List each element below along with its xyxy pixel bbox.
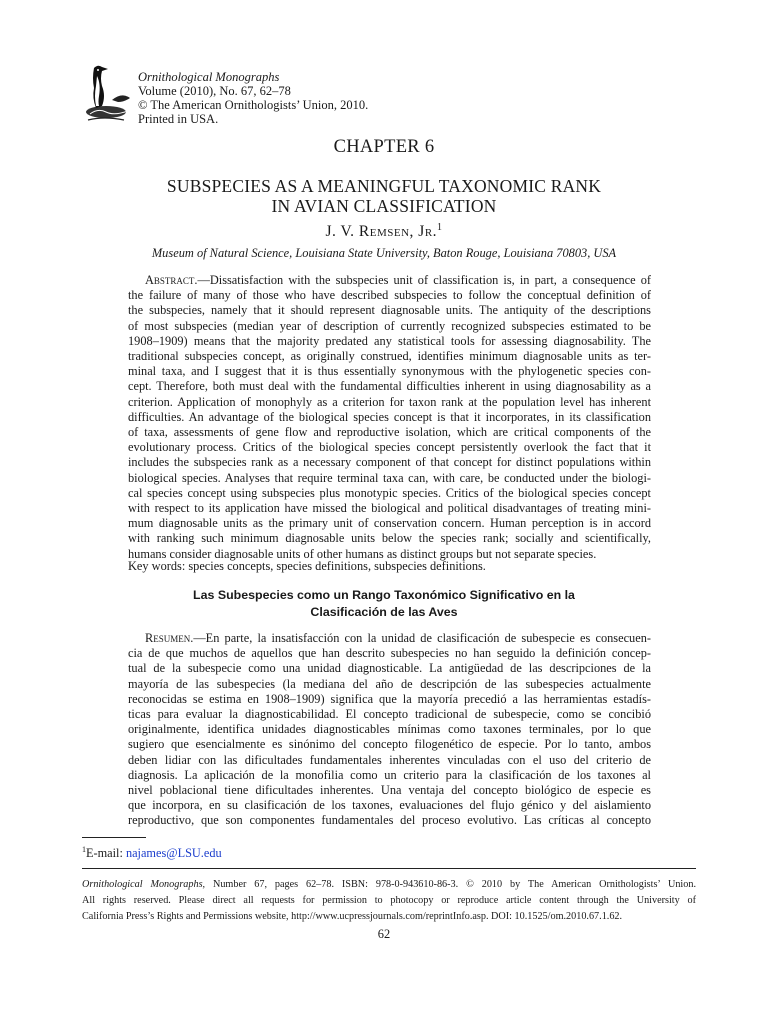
abstract-line: criterion. Application of monophyly as a criterion for taxon rank at the population level has inherent xyxy=(128,394,651,409)
abstract-line: evolutionary process. Critics of the biological species concept persistently overlook the fact that it xyxy=(128,440,651,455)
abstract-line: the subspecies, namely that it should represent diagnosable units. The antiquity of the descriptions xyxy=(128,303,651,318)
abstract-line: of taxa, assessments of gene flow and reproductive isolation, which are critical components of the xyxy=(128,425,651,440)
spanish-title-line: Clasificación de las Aves xyxy=(310,604,458,619)
spanish-title-line: Las Subespecies como un Rango Taxonómico Significativo en la xyxy=(193,588,575,602)
abstract-line: humans consider diagnosable units of other humans as distinct groups but not separate species. xyxy=(128,546,597,561)
footnote-divider xyxy=(82,837,146,838)
author-name xyxy=(0,222,768,241)
abstract-line: includes the subspecies rank as a necessary component of that concept for distinct populations within xyxy=(128,455,651,470)
abstract-line xyxy=(128,273,651,288)
resumen-line: diagnosis. La aplicación de la monofilia como un criterio para la clasificación de los taxones al xyxy=(128,767,651,782)
footnote-mark: 1 xyxy=(82,845,86,854)
abstract-line: with ranking such minimum diagnosable units below the species rank; socially and scientifically, xyxy=(128,531,651,546)
abstract-line-text: —Dissatisfaction with the subspecies unit of classification is, in part, a consequence of xyxy=(197,273,651,287)
footnote-label: E-mail: xyxy=(86,846,126,861)
abstract xyxy=(128,273,651,562)
article-title xyxy=(0,176,768,216)
abstract-line: cept. Therefore, both must deal with the fundamental difficulties inherent in using diagnosability as a xyxy=(128,379,651,394)
journal-info xyxy=(138,70,368,126)
chapter-heading: CHAPTER 6 xyxy=(333,137,435,157)
copyright-line: © The American Ornithologists’ Union, 2010. xyxy=(138,98,369,112)
page-number: 62 xyxy=(377,927,391,941)
abstract-line: difficulties. An advantage of the biological species concept is that it incorporates, in its classification xyxy=(128,409,651,424)
copyright-journal: Ornithological Monographs, xyxy=(82,879,206,890)
copyright-line-3: California Press’s Rights and Permissions website, http://www.ucpressjournals.com/reprintInfo.asp. DOI: 10.1525/om.2010.67.1.62. xyxy=(82,911,623,922)
copyright-line-1-text: Number 67, pages 62–78. ISBN: 978-0-943610-86-3. © 2010 by The American Ornithologists’ Union. xyxy=(205,879,696,890)
resumen xyxy=(128,631,651,829)
resumen-line: sugiero que esencialmente es sinónimo del concepto filogenético de especie. Por lo tanto, ambos xyxy=(128,737,651,752)
copyright-line-1 xyxy=(82,877,696,893)
copyright-divider xyxy=(82,868,696,869)
email-link[interactable]: najames@LSU.edu xyxy=(125,846,222,861)
author-affiliation: Museum of Natural Science, Louisiana State University, Baton Rouge, Louisiana 70803, USA xyxy=(151,246,617,260)
resumen-line: mayoría de las subespecies (la mediana del año de descripción de las subespecies actualmente xyxy=(128,676,651,691)
author-name-text: J. V. Remsen, Jr. xyxy=(325,223,438,241)
abstract-line: with respect to its application have missed the biological and political disadvantages of treating mini- xyxy=(128,501,651,516)
resumen-lead: Resumen. xyxy=(145,631,194,645)
volume-line: Volume (2010), No. 67, 62–78 xyxy=(138,84,291,98)
resumen-line: deben lidiar con las dificultades fundamentales inherentes vinculadas con el uso del criterio de xyxy=(128,752,651,767)
resumen-line: originalmente, identifica unidades diagnosticables mínimas como taxones terminales, por lo que xyxy=(128,722,651,737)
abstract-line: of most subspecies (median year of description of currently recognized subspecies estimated to be xyxy=(128,318,651,333)
resumen-line: tual de la subespecie como una unidad diagnosticable. La antigüedad de las descripciones de la xyxy=(128,661,651,676)
abstract-line: minal taxa, and I suggest that it is thus essentially synonymous with the phylogenetic species con- xyxy=(128,364,651,379)
resumen-line: reconocidas se estima en 1908–1909) significa que la mayoría precedió a las herramientas estadís- xyxy=(128,691,651,706)
printed-line: Printed in USA. xyxy=(138,112,219,126)
resumen-line-text: —En parte, la insatisfacción con la unidad de clasificación de subespecie es consecuen- xyxy=(193,631,651,645)
resumen-line: reproductivo, que son componentes fundamentales del proceso evolutivo. Las críticas al concepto xyxy=(128,813,651,828)
copyright-block xyxy=(82,877,696,925)
great-auk-logo-icon xyxy=(84,62,138,124)
abstract-line: the failure of many of those who have described subspecies to follow the conceptual definition of xyxy=(128,288,651,303)
abstract-line: traditional subspecies concept, as originally construed, identifies minimum diagnosable units as ter- xyxy=(128,349,651,364)
abstract-line: biological species. Analyses that require terminal taxa can, with care, be conducted under the biologi- xyxy=(128,470,651,485)
abstract-line: 1908–1909) means that the majority predated any statistical tools for assessing diagnosability. The xyxy=(128,333,651,348)
journal-name: Ornithological Monographs xyxy=(138,70,280,84)
title-line: IN AVIAN CLASSIFICATION xyxy=(271,196,497,216)
copyright-line-2: All rights reserved. Please direct all requests for permission to photocopy or reproduce article content through the University of xyxy=(82,895,696,906)
abstract-line: cal species concept using subspecies plus monotypic species. Critics of the biological species concept xyxy=(128,485,651,500)
resumen-line: ticas para evaluar la diagnosticabilidad. El concepto tradicional de subespecie, como se concibió xyxy=(128,707,651,722)
resumen-line: cia de que muchos de aquellos que han descrito subespecies no han seguido la definición concep- xyxy=(128,646,651,661)
resumen-line: que incorpora, en su clasificación de los taxones, evaluaciones del flujo génico y del aislamiento xyxy=(128,798,651,813)
resumen-line: nivel poblacional tiene dificultades inherentes. Una ventaja del concepto biológico de especie es xyxy=(128,783,651,798)
author-footnote-mark: 1 xyxy=(437,222,443,233)
keywords: Key words: species concepts, species definitions, subspecies definitions. xyxy=(128,559,486,573)
title-line: SUBSPECIES AS A MEANINGFUL TAXONOMIC RANK xyxy=(166,176,602,196)
abstract-line: mum diagnosable units as the primary unit of conservation concern. Human perception is in accord xyxy=(128,516,651,531)
resumen-line xyxy=(128,631,651,646)
footnote xyxy=(82,845,222,861)
spanish-title xyxy=(0,587,768,620)
abstract-lead: Abstract. xyxy=(145,273,198,287)
